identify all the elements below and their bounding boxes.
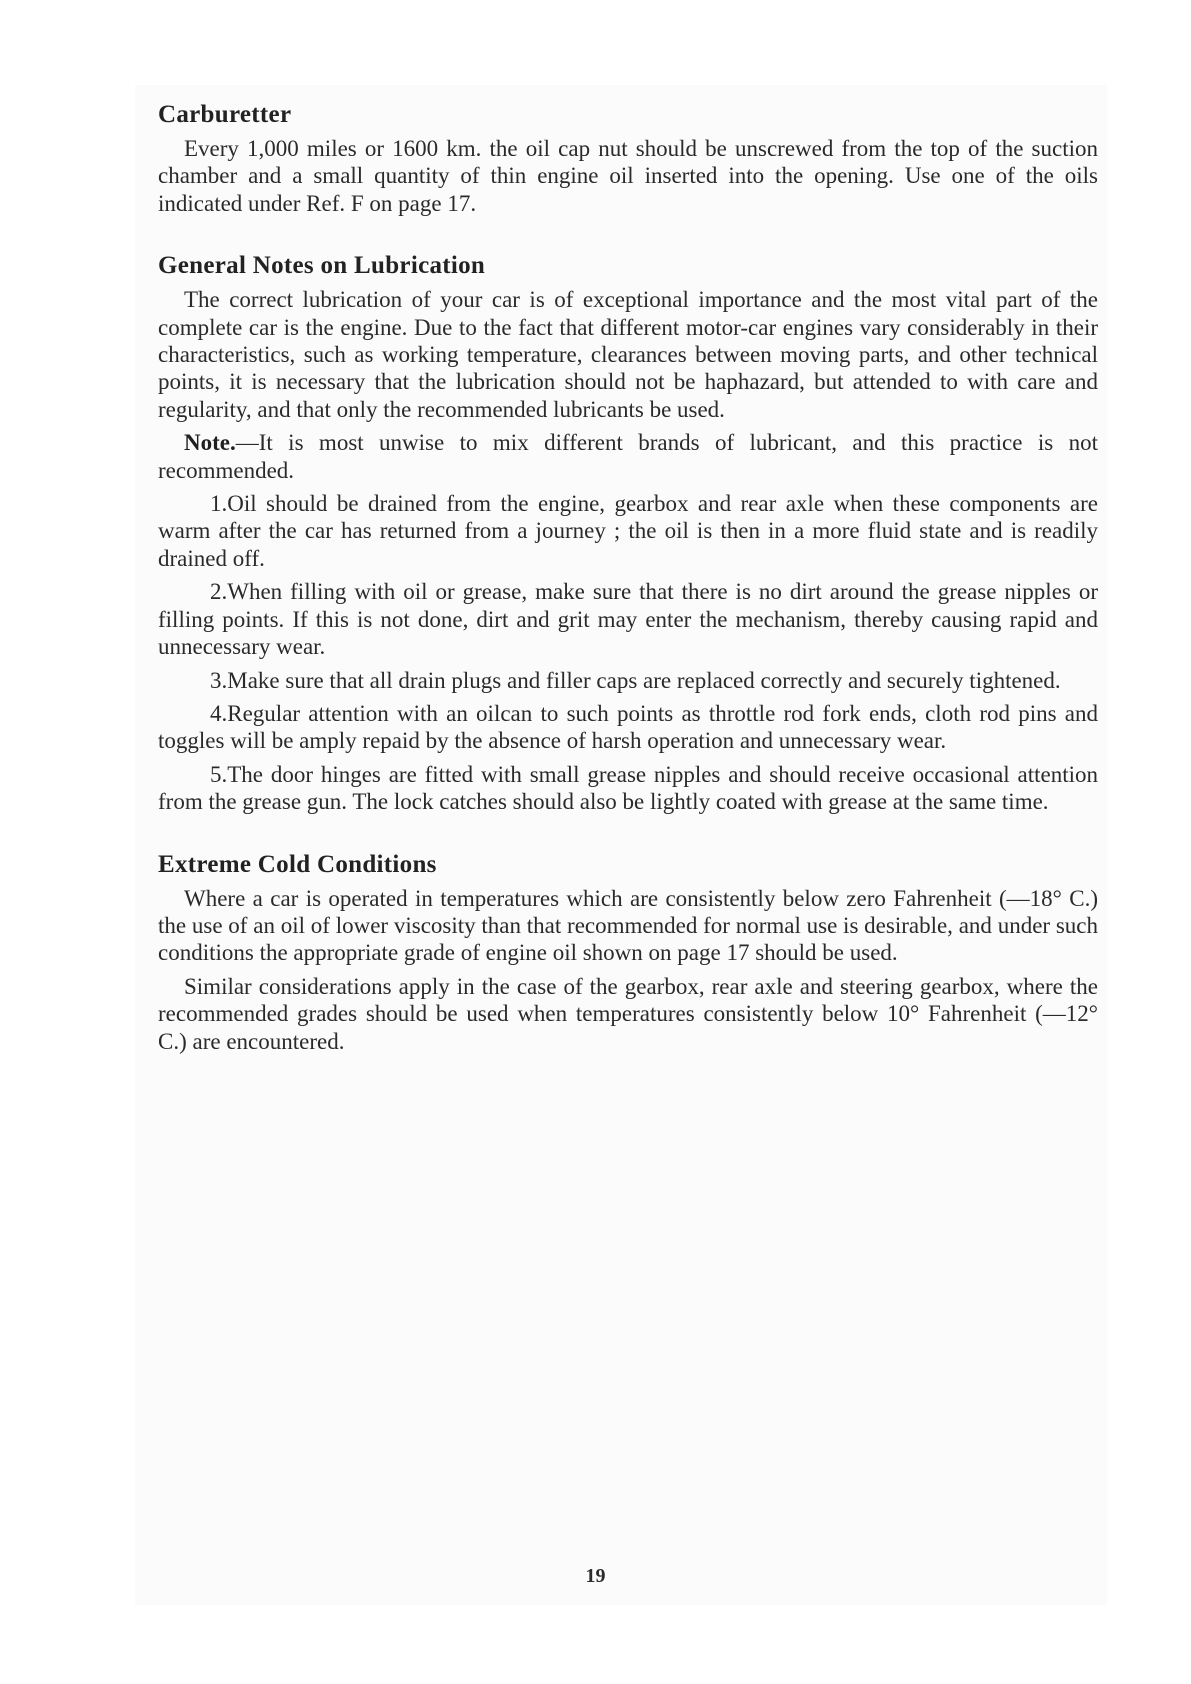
item-number: 3. xyxy=(210,667,228,693)
page-number: 19 xyxy=(585,1565,606,1587)
paragraph-extreme-2: Similar considerations apply in the case of the gearbox, rear axle and steering gearbox, where the recommended grades should be used when temperatures consistently below 10° Fahrenheit (—12° C.) are encountered. xyxy=(158,973,1098,1054)
note-paragraph xyxy=(158,429,1098,484)
item-text: When filling with oil or grease, make sure that there is no dirt around the grease nipples or filling points. If this is not done, dirt and grit may enter the mechanism, thereby causing rapid and unnecessary wear. xyxy=(158,579,1098,660)
note-text: —It is most unwise to mix different brands of lubricant, and this practice is not recommended. xyxy=(158,430,1098,483)
item-text: Oil should be drained from the engine, gearbox and rear axle when these components are warm after the car has returned from a journey ; the oil is then in a more fluid state and is readily drained off. xyxy=(158,491,1098,571)
section-extreme-cold xyxy=(158,850,1098,1055)
item-text: The door hinges are fitted with small grease nipples and should receive occasional attention from the grease gun. The lock catches should also be lightly coated with grease at the same time. xyxy=(158,761,1098,815)
paragraph-carburetter: Every 1,000 miles or 1600 km. the oil cap nut should be unscrewed from the top of the suction chamber and a small quantity of thin engine oil inserted into the opening. Use one of the oils indicated under Ref. F on page 17. xyxy=(158,136,1098,216)
list-item-3 xyxy=(158,667,1098,694)
list-item-1 xyxy=(158,490,1098,572)
item-number: 2. xyxy=(210,579,228,605)
list-item-2 xyxy=(158,578,1098,660)
note-label: Note. xyxy=(184,430,236,456)
item-number: 1. xyxy=(210,491,228,517)
item-number: 5. xyxy=(210,761,228,787)
list-item-5 xyxy=(158,761,1098,816)
item-text: Make sure that all drain plugs and filler caps are replaced correctly and securely tightened. xyxy=(227,667,1061,693)
item-number: 4. xyxy=(210,700,228,726)
heading-carburetter: Carburetter xyxy=(158,101,292,128)
section-general-notes xyxy=(158,251,1098,815)
list-item-4 xyxy=(158,700,1098,755)
section-carburetter xyxy=(158,100,1098,217)
paragraph-general-intro: The correct lubrication of your car is of exceptional importance and the most vital part of the complete car is the engine. Due to the fact that different motor-car engines vary considerably in their characteristics, such as working temperature, clearances between moving parts, and other technical points, it is necessary that the lubrication should not be haphazard, but attended to with care and regularity, and that only the recommended lubricants be used. xyxy=(158,287,1098,422)
item-text: Regular attention with an oilcan to such points as throttle rod fork ends, cloth rod pins and toggles will be amply repaid by the absence of harsh operation and unnecessary wear. xyxy=(158,700,1098,754)
paragraph-extreme-1: Where a car is operated in temperatures which are consistently below zero Fahrenheit (—18° C.) the use of an oil of lower viscosity than that recommended for normal use is desirable, and under such conditions the appropriate grade of engine oil shown on page 17 should be used. xyxy=(158,885,1098,966)
document-body xyxy=(158,100,1098,1089)
heading-extreme-cold: Extreme Cold Conditions xyxy=(158,850,437,878)
heading-general-notes: General Notes on Lubrication xyxy=(158,252,486,280)
